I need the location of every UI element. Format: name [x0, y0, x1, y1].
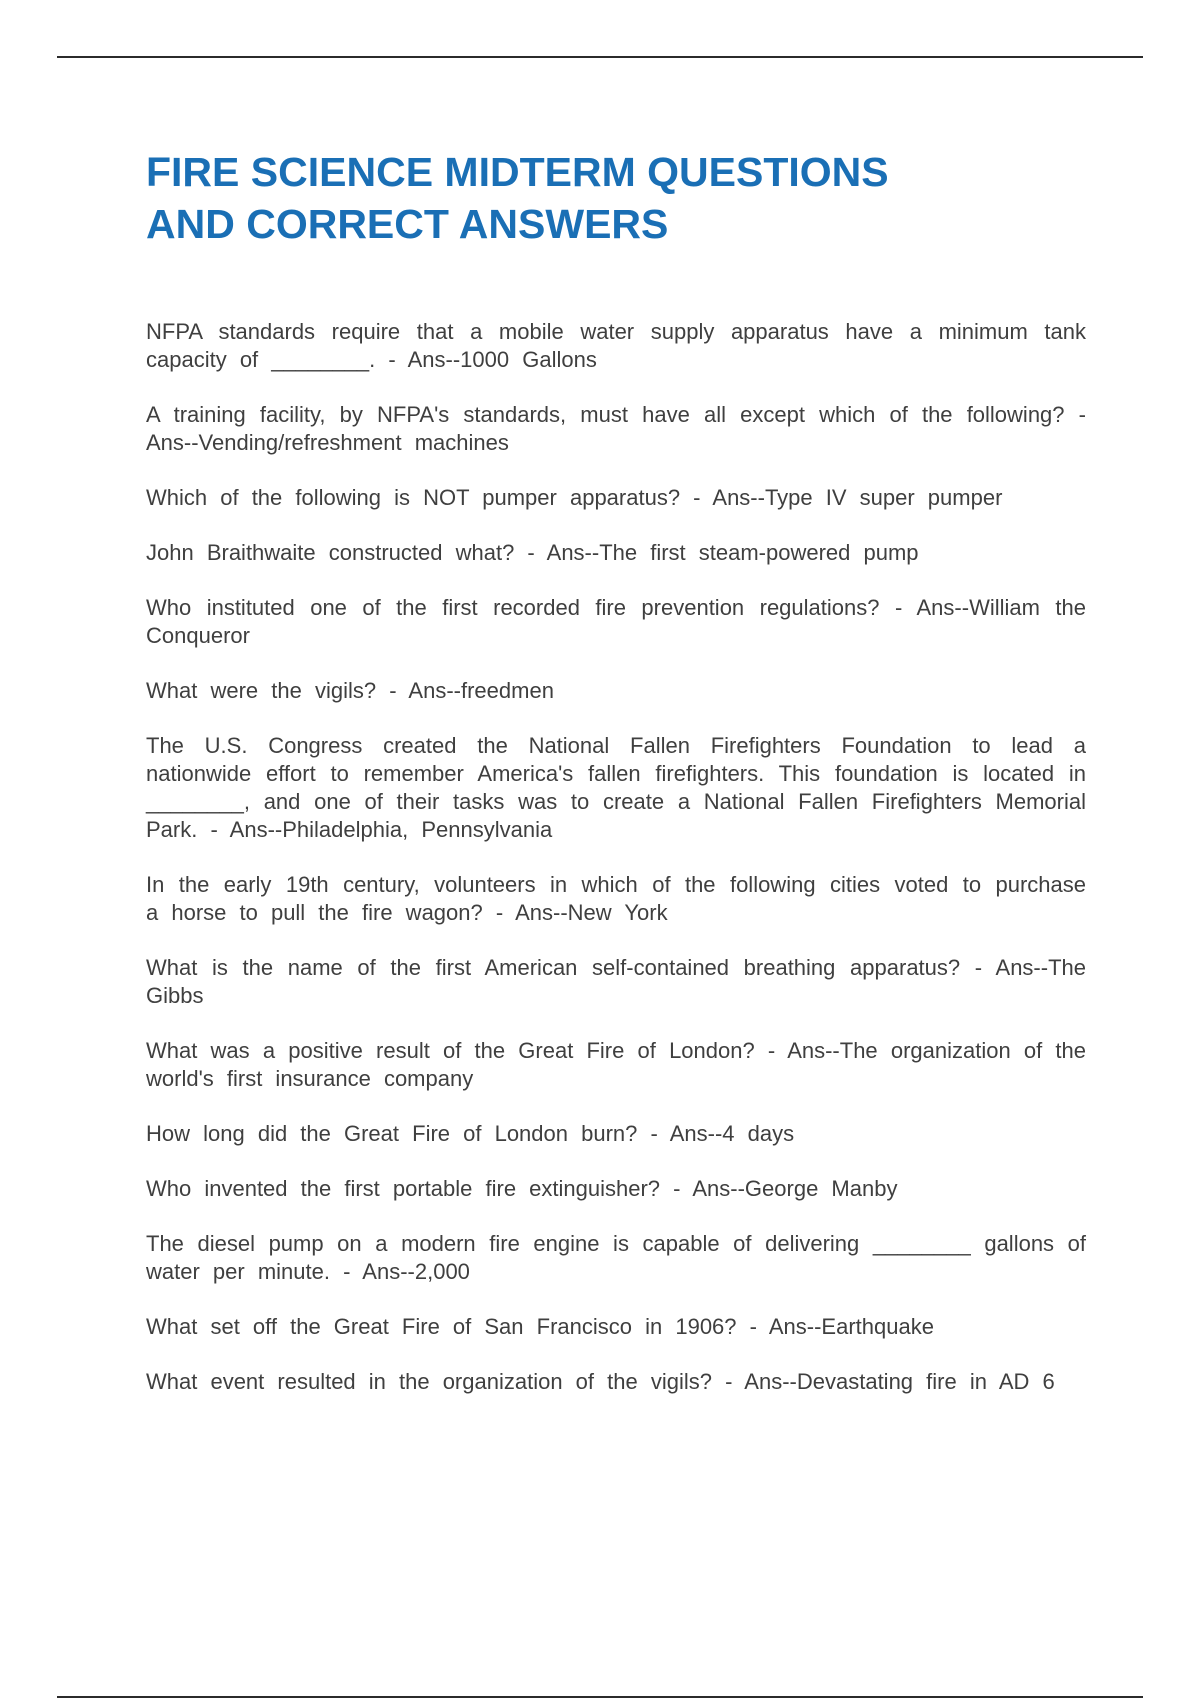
qa-item: The diesel pump on a modern fire engine is capable of delivering ________ gallons of water per minute. - Ans--2,000 — [146, 1231, 1086, 1284]
top-rule — [57, 56, 1143, 58]
document-body — [146, 146, 1086, 1423]
qa-item: What was a positive result of the Great Fire of London? - Ans--The organization of the world's first insurance company — [146, 1038, 1086, 1091]
qa-item: How long did the Great Fire of London burn? - Ans--4 days — [146, 1121, 795, 1146]
bottom-rule — [57, 1696, 1143, 1698]
question-list — [146, 318, 1086, 1396]
qa-item: What set off the Great Fire of San Francisco in 1906? - Ans--Earthquake — [146, 1314, 934, 1339]
qa-item: In the early 19th century, volunteers in which of the following cities voted to purchase a horse to pull the fire wagon? - Ans--New York — [146, 872, 1086, 925]
title-line-2: AND CORRECT ANSWERS — [146, 201, 669, 247]
qa-item: John Braithwaite constructed what? - Ans--The first steam-powered pump — [146, 540, 919, 565]
qa-item: Who invented the first portable fire extinguisher? - Ans--George Manby — [146, 1176, 898, 1201]
qa-item: What were the vigils? - Ans--freedmen — [146, 678, 554, 703]
qa-item: NFPA standards require that a mobile water supply apparatus have a minimum tank capacity of ________. - Ans--1000 Gallons — [146, 319, 1086, 372]
qa-item: The U.S. Congress created the National Fallen Firefighters Foundation to lead a nationwide effort to remember America's fallen firefighters. This foundation is located in ________, and one of their tasks was to create a National Fallen Firefighters Memorial Park. - Ans--Philadelphia, Pennsylvania — [146, 733, 1086, 842]
title-line-1: FIRE SCIENCE MIDTERM QUESTIONS — [146, 149, 889, 195]
qa-item: What is the name of the first American self-contained breathing apparatus? - Ans--The Gibbs — [146, 955, 1086, 1008]
document-title — [146, 146, 1086, 250]
qa-item: A training facility, by NFPA's standards, must have all except which of the following? - Ans--Vending/refreshment machines — [146, 402, 1086, 455]
qa-item: What event resulted in the organization of the vigils? - Ans--Devastating fire in AD 6 — [146, 1369, 1055, 1394]
qa-item: Which of the following is NOT pumper apparatus? - Ans--Type IV super pumper — [146, 485, 1003, 510]
qa-item: Who instituted one of the first recorded fire prevention regulations? - Ans--William the Conqueror — [146, 595, 1086, 648]
